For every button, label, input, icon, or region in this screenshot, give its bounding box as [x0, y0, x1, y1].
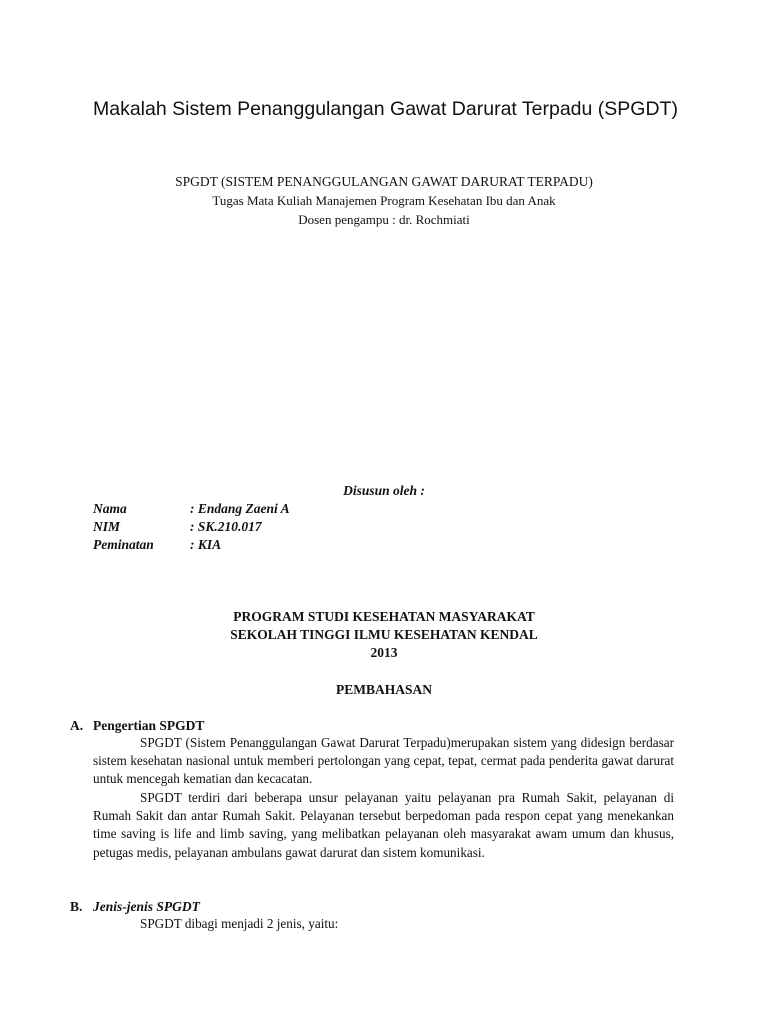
- paragraph: SPGDT dibagi menjadi 2 jenis, yaitu:: [140, 916, 339, 931]
- lecturer-line: Dosen pengampu : dr. Rochmiati: [298, 212, 470, 227]
- paragraph: SPGDT terdiri dari beberapa unsur pelayanan yaitu pelayanan pra Rumah Sakit, pelayanan di Rumah Sakit dan antar Rumah Sakit. Pelayanan tersebut berpedoman pada respon cepat yang menekankan time saving is life and limb saving, yang melibatkan pelayanan oleh masyarakat awam umum dan khusus, petugas medis, pelayanan ambulans gawat darurat dan sistem komunikasi.: [93, 790, 674, 860]
- institution-year: 2013: [370, 645, 398, 660]
- institution-program: PROGRAM STUDI KESEHATAN MASYARAKAT: [233, 609, 535, 624]
- course-line: Tugas Mata Kuliah Manajemen Program Kesehatan Ibu dan Anak: [212, 193, 556, 208]
- author-field-value: : SK.210.017: [190, 519, 262, 534]
- paragraph: SPGDT (Sistem Penanggulangan Gawat Darurat Terpadu)merupakan sistem yang didesign berdasar sistem kesehatan nasional untuk memberi pertolongan yang cepat, tepat, cermat pada penderita gawat darurat untuk mencegah kematian dan kecacatan.: [93, 735, 674, 787]
- section-heading-text: Jenis-jenis SPGDT: [93, 899, 200, 914]
- author-field-label: Peminatan: [93, 537, 154, 552]
- document-title: Makalah Sistem Penanggulangan Gawat Darurat Terpadu (SPGDT): [93, 98, 678, 120]
- author-field-label: NIM: [93, 519, 121, 534]
- section-number: B.: [70, 899, 83, 914]
- author-field-value: : KIA: [190, 537, 222, 552]
- cover-heading: SPGDT (SISTEM PENANGGULANGAN GAWAT DARURAT TERPADU): [175, 174, 593, 189]
- section-heading-text: Pengertian SPGDT: [93, 718, 205, 733]
- section-title: PEMBAHASAN: [335, 682, 432, 697]
- section-number: A.: [70, 718, 84, 733]
- compiled-by-label: Disusun oleh :: [343, 483, 425, 498]
- author-field-label: Nama: [93, 501, 127, 516]
- author-field-value: : Endang Zaeni A: [190, 501, 290, 516]
- institution-school: SEKOLAH TINGGI ILMU KESEHATAN KENDAL: [230, 627, 538, 642]
